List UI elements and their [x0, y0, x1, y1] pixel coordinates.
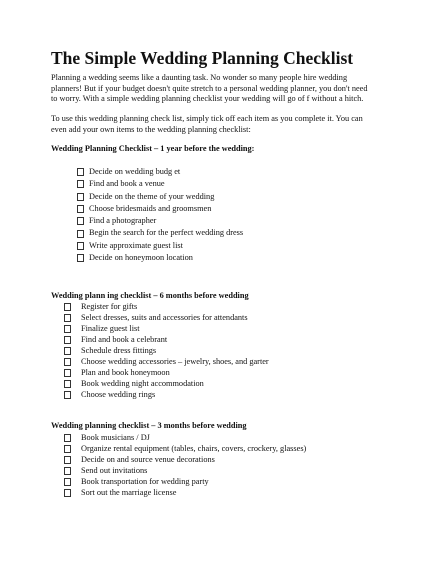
checklist-item[interactable] — [77, 191, 243, 203]
checklist-item-label: Decide on wedding budg et — [89, 167, 181, 176]
checklist-item-label: Schedule dress fittings — [81, 346, 157, 355]
checklist-item[interactable] — [64, 454, 306, 465]
checklist-item-label: Plan and book honeymoon — [81, 368, 170, 377]
checklist-item[interactable] — [64, 432, 306, 443]
checklist-item-label: Choose wedding rings — [81, 390, 156, 399]
page-title: The Simple Wedding Planning Checklist — [51, 48, 354, 68]
instructions-paragraph — [51, 114, 391, 135]
checkbox-icon[interactable] — [64, 391, 71, 399]
checkbox-icon[interactable] — [77, 230, 84, 238]
checklist-item[interactable] — [64, 465, 306, 476]
checkbox-icon[interactable] — [64, 303, 71, 311]
checklist-item-label: Find and book a celebrant — [81, 335, 168, 344]
checklist-item[interactable] — [64, 312, 269, 323]
checklist-item[interactable] — [64, 487, 306, 498]
intro-line: to worry. With a simple wedding planning checklist your wedding will go of f without a hitch. — [51, 94, 364, 104]
checkbox-icon[interactable] — [64, 314, 71, 322]
checklist-item[interactable] — [77, 203, 243, 215]
checklist-item-label: Write approximate guest list — [89, 240, 183, 250]
checklist-item[interactable] — [77, 227, 243, 239]
checklist-item[interactable] — [64, 476, 306, 487]
checkbox-icon[interactable] — [77, 180, 84, 188]
checklist-item[interactable] — [64, 378, 269, 389]
checklist-item[interactable] — [77, 215, 243, 227]
intro-line: Planning a wedding seems like a daunting task. No wonder so many people hire wedding — [51, 73, 348, 82]
checkbox-icon[interactable] — [64, 325, 71, 333]
checkbox-icon[interactable] — [64, 478, 71, 486]
checklist-item[interactable] — [64, 334, 269, 345]
checklist-item[interactable] — [64, 345, 269, 356]
checkbox-icon[interactable] — [64, 347, 71, 355]
checklist-item[interactable] — [64, 301, 269, 312]
checklist-item[interactable] — [64, 367, 269, 378]
checkbox-icon[interactable] — [64, 336, 71, 344]
checklist-item-label: Find a photographer — [89, 216, 157, 226]
instructions-line: even add your own items to the wedding planning checklist: — [51, 124, 251, 134]
checklist-item-label: Find and book a venue — [89, 179, 165, 189]
checklist-item-label: Sort out the marriage license — [81, 488, 177, 497]
checklist-item-label: Decide on honeymoon location — [89, 253, 193, 263]
checkbox-icon[interactable] — [64, 467, 71, 475]
checklist-item[interactable] — [64, 443, 306, 454]
checklist-item-label: Book musicians / DJ — [81, 433, 150, 442]
checkbox-icon[interactable] — [77, 254, 84, 262]
checkbox-icon[interactable] — [77, 205, 84, 213]
section-heading-3-months: Wedding planning checklist – 3 months before wedding — [51, 421, 247, 430]
checkbox-icon[interactable] — [64, 456, 71, 464]
checklist-item-label: Choose bridesmaids and groomsmen — [89, 203, 212, 213]
checkbox-icon[interactable] — [64, 380, 71, 388]
checklist-item-label: Finalize guest list — [81, 324, 140, 333]
checklist-item[interactable] — [64, 389, 269, 400]
section-heading-1-year: Wedding Planning Checklist – 1 year before the wedding: — [51, 144, 255, 153]
checkbox-icon[interactable] — [77, 242, 84, 250]
checklist-item-label: Decide on and source venue decorations — [81, 455, 215, 464]
checklist-item-label: Decide on the theme of your wedding — [89, 191, 215, 201]
checklist-1-year — [77, 166, 243, 264]
checklist-6-months — [64, 301, 269, 400]
checkbox-icon[interactable] — [64, 369, 71, 377]
checklist-item-label: Begin the search for the perfect wedding dress — [89, 228, 244, 238]
checkbox-icon[interactable] — [64, 358, 71, 366]
checklist-item-label: Book transportation for wedding party — [81, 477, 209, 486]
checkbox-icon[interactable] — [64, 445, 71, 453]
checklist-item-label: Register for gifts — [81, 302, 138, 311]
checklist-3-months — [64, 432, 306, 498]
checklist-item[interactable] — [77, 178, 243, 190]
checklist-item-label: Choose wedding accessories – jewelry, shoes, and garter — [81, 357, 269, 366]
section-heading-6-months: Wedding plann ing checklist – 6 months before wedding — [51, 291, 249, 300]
checklist-item-label: Book wedding night accommodation — [81, 379, 204, 388]
checkbox-icon[interactable] — [77, 193, 84, 201]
checkbox-icon[interactable] — [77, 168, 84, 176]
intro-paragraph — [51, 73, 391, 105]
checklist-item[interactable] — [64, 356, 269, 367]
checklist-item[interactable] — [77, 252, 243, 264]
checklist-item-label: Organize rental equipment (tables, chairs, covers, crockery, glasses) — [81, 444, 307, 453]
checklist-item-label: Send out invitations — [81, 466, 148, 475]
checkbox-icon[interactable] — [64, 434, 71, 442]
intro-line: planners! But if your budget doesn't quite stretch to a personal wedding planner, you don't need — [51, 83, 368, 93]
instructions-line: To use this wedding planning check list, simply tick off each item as you complete it. You can — [51, 114, 363, 123]
checklist-item-label: Select dresses, suits and accessories for attendants — [81, 313, 248, 322]
checkbox-icon[interactable] — [64, 489, 71, 497]
checkbox-icon[interactable] — [77, 217, 84, 225]
checklist-item[interactable] — [77, 240, 243, 252]
checklist-item[interactable] — [77, 166, 243, 178]
checklist-item[interactable] — [64, 323, 269, 334]
